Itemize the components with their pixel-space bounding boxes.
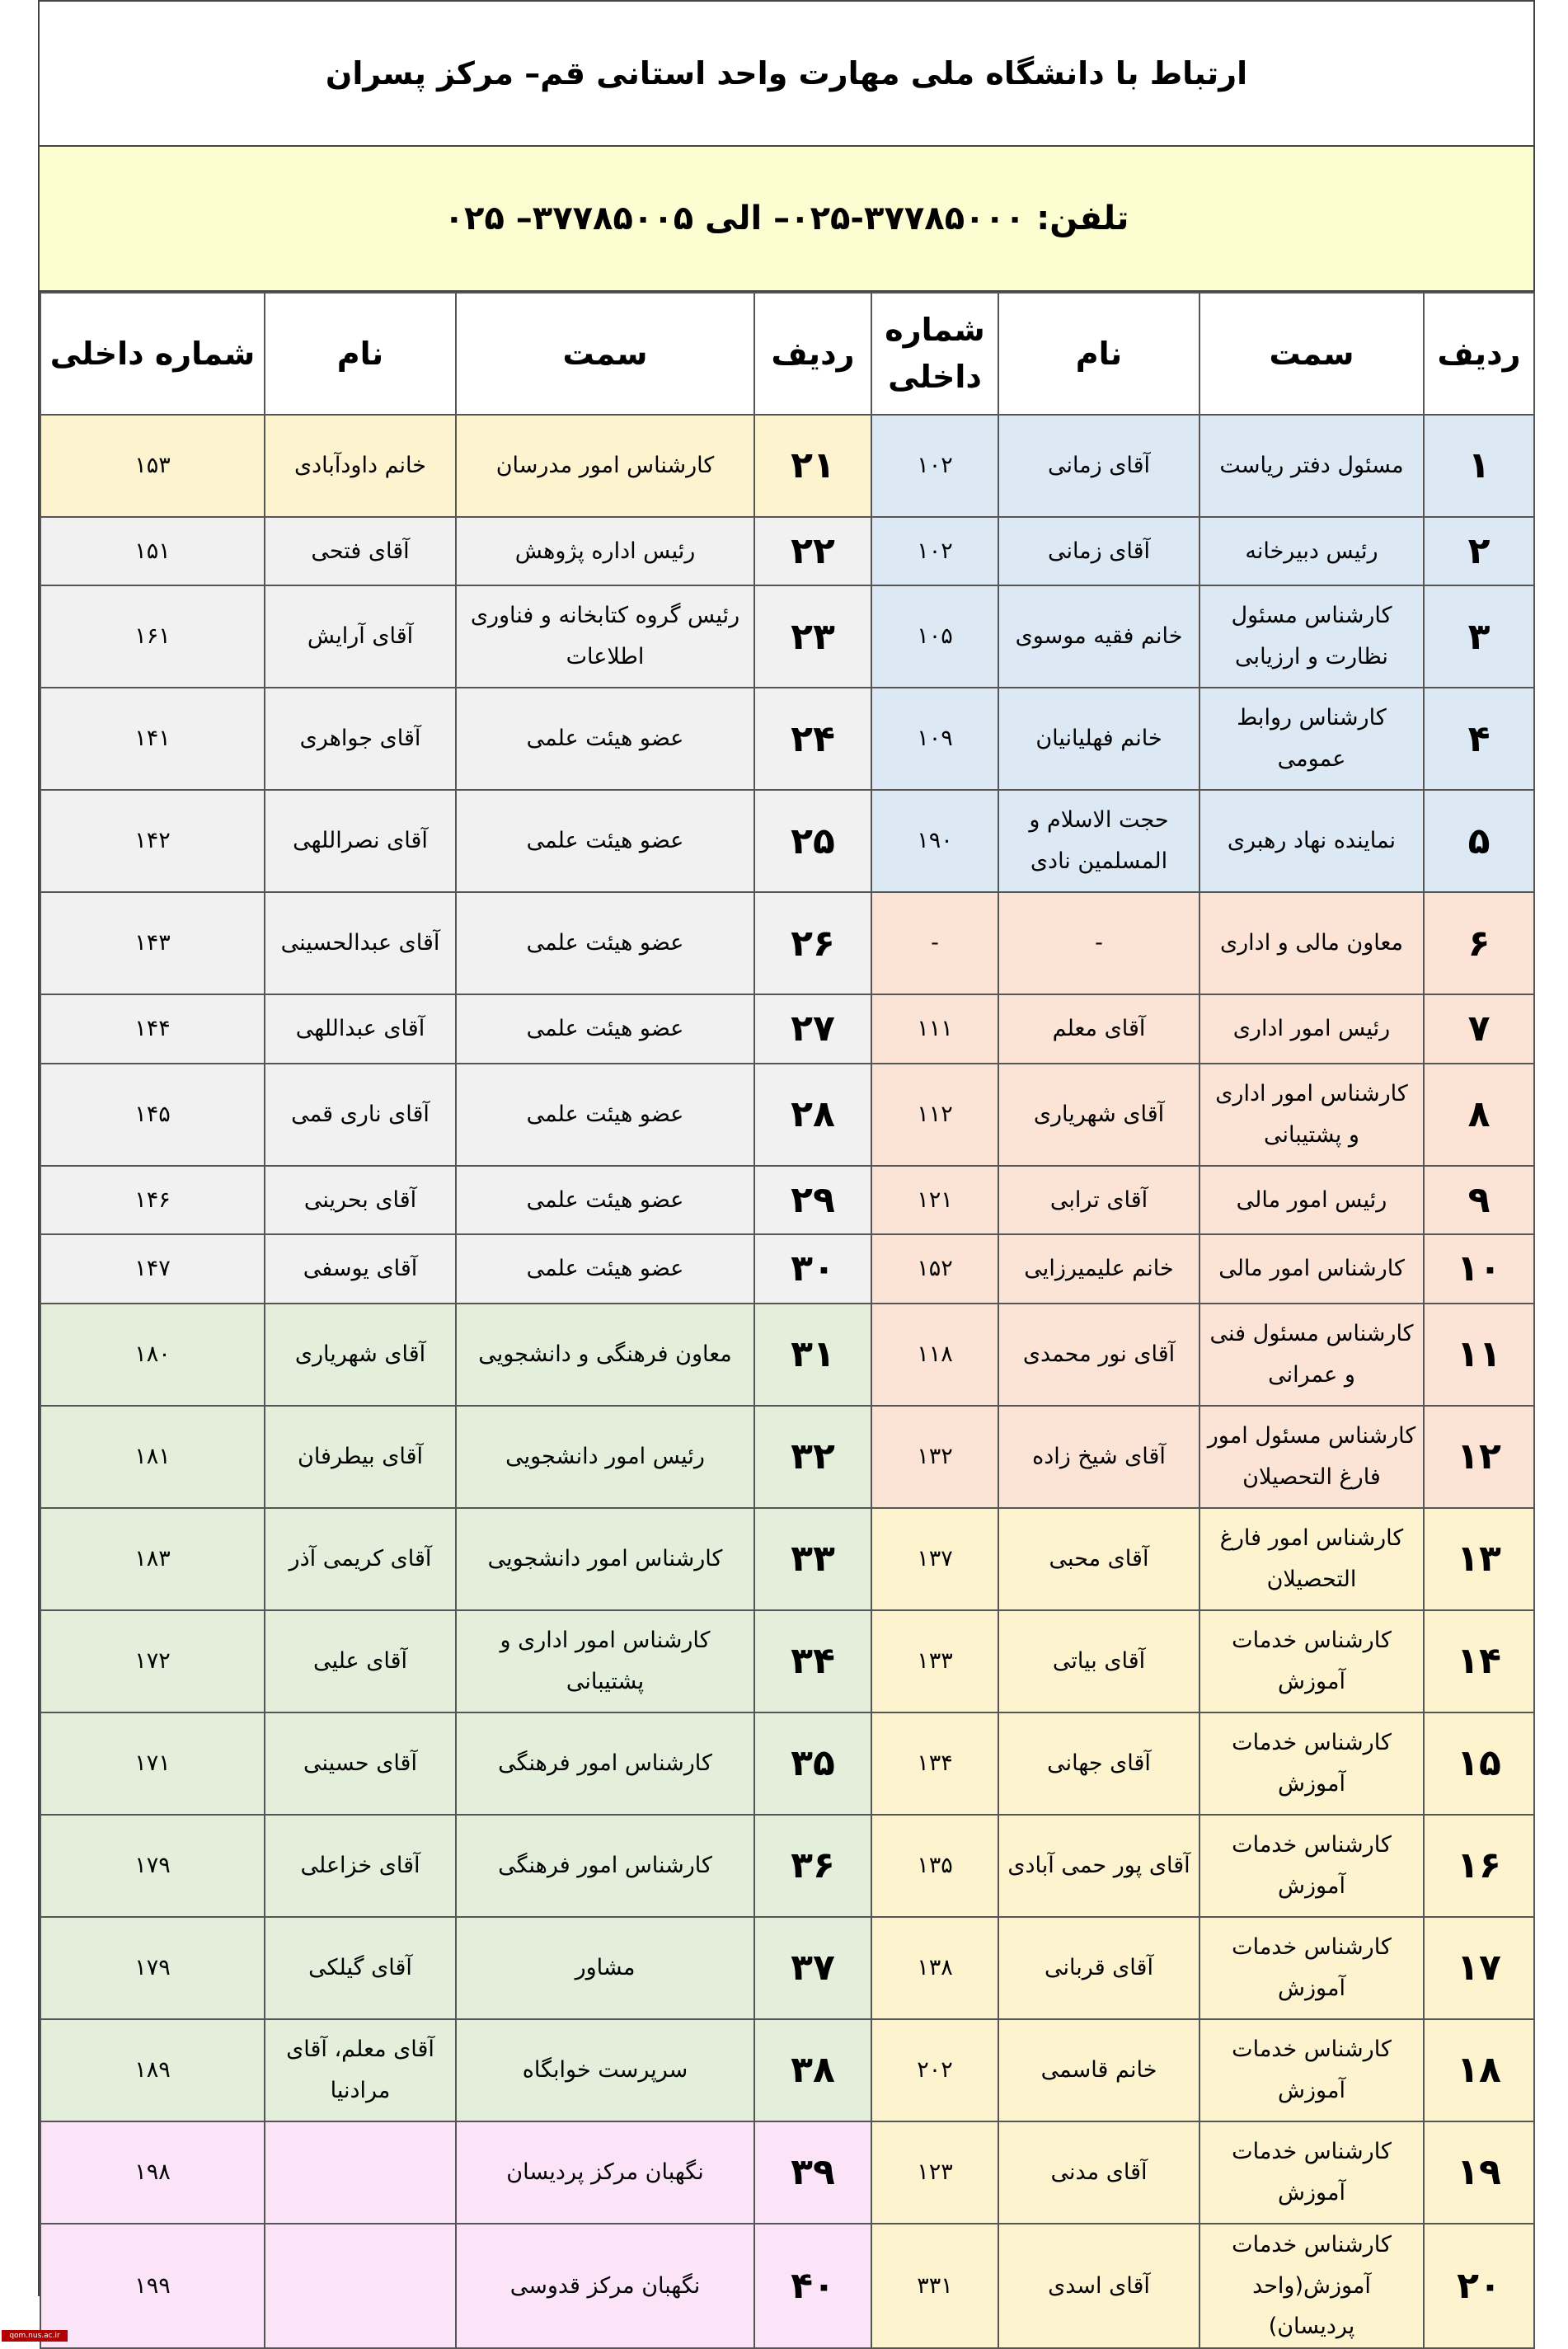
extension-cell: ۱۷۹ bbox=[40, 1917, 265, 2019]
position-cell: عضو هیئت علمی bbox=[456, 688, 754, 790]
row-number-cell: ۲۸ bbox=[754, 1064, 871, 1166]
name-cell: آقای نصراللهی bbox=[265, 790, 456, 892]
row-number-cell: ۶ bbox=[1424, 892, 1534, 994]
extension-cell: ۱۴۳ bbox=[40, 892, 265, 994]
name-cell: آقای زمانی bbox=[998, 415, 1199, 517]
row-number-cell: ۳۴ bbox=[754, 1610, 871, 1712]
table-row bbox=[40, 1234, 1534, 1303]
contact-sheet bbox=[38, 0, 1535, 2340]
table-row bbox=[40, 585, 1534, 688]
row-number-cell: ۲۹ bbox=[754, 1166, 871, 1234]
header-name: نام bbox=[998, 293, 1199, 415]
row-number-cell: ۴۰ bbox=[754, 2224, 871, 2349]
name-cell: - bbox=[998, 892, 1199, 994]
row-number-cell: ۲۷ bbox=[754, 994, 871, 1063]
name-cell: خانم فقیه موسوی bbox=[998, 585, 1199, 688]
extension-cell: ۱۱۲ bbox=[871, 1064, 998, 1166]
extension-cell: ۱۴۴ bbox=[40, 994, 265, 1063]
name-cell bbox=[265, 2121, 456, 2224]
name-cell: آقای شهریاری bbox=[998, 1064, 1199, 1166]
name-cell: آقای کریمی آذر bbox=[265, 1508, 456, 1610]
position-cell: کارشناس امور اداری و پشتیبانی bbox=[1199, 1064, 1424, 1166]
extension-cell: ۱۱۱ bbox=[871, 994, 998, 1063]
row-number-cell: ۳۸ bbox=[754, 2019, 871, 2121]
name-cell: آقای معلم bbox=[998, 994, 1199, 1063]
position-cell: سرپرست خوابگاه bbox=[456, 2019, 754, 2121]
position-cell: کارشناس مسئول امور فارغ التحصیلان bbox=[1199, 1406, 1424, 1508]
extension-cell: ۲۰۲ bbox=[871, 2019, 998, 2121]
row-number-cell: ۱۵ bbox=[1424, 1712, 1534, 1815]
extension-cell: ۱۴۷ bbox=[40, 1234, 265, 1303]
position-cell: رئیس گروه کتابخانه و فناوری اطلاعات bbox=[456, 585, 754, 688]
position-cell: نگهبان مرکز پردیسان bbox=[456, 2121, 754, 2224]
row-number-cell: ۲۴ bbox=[754, 688, 871, 790]
position-cell: نماینده نهاد رهبری bbox=[1199, 790, 1424, 892]
extension-cell: ۱۸۱ bbox=[40, 1406, 265, 1508]
position-cell: کارشناس خدمات آموزش(واحد پردیسان) bbox=[1199, 2224, 1424, 2349]
phone-numbers: تلفن: ۳۷۷۸۵۰۰۰-۰۲۵– الی ۳۷۷۸۵۰۰۵– ۰۲۵ bbox=[40, 147, 1533, 292]
position-cell: کارشناس امور فرهنگی bbox=[456, 1712, 754, 1815]
table-row bbox=[40, 2121, 1534, 2224]
extension-cell: ۱۵۳ bbox=[40, 415, 265, 517]
name-cell: آقای گیلکی bbox=[265, 1917, 456, 2019]
table-row bbox=[40, 994, 1534, 1063]
table-row bbox=[40, 1610, 1534, 1712]
table-row bbox=[40, 790, 1534, 892]
name-cell: آقای آرایش bbox=[265, 585, 456, 688]
row-number-cell: ۱۱ bbox=[1424, 1304, 1534, 1406]
extension-cell: ۱۵۱ bbox=[40, 517, 265, 585]
position-cell: رئیس امور دانشجویی bbox=[456, 1406, 754, 1508]
extension-cell: ۱۷۱ bbox=[40, 1712, 265, 1815]
header-name: نام bbox=[265, 293, 456, 415]
position-cell: کارشناس امور فارغ التحصیلان bbox=[1199, 1508, 1424, 1610]
header-extension: شماره داخلی bbox=[40, 293, 265, 415]
site-watermark: qom.nus.ac.ir bbox=[2, 2330, 68, 2342]
row-number-cell: ۱۰ bbox=[1424, 1234, 1534, 1303]
table-row bbox=[40, 1304, 1534, 1406]
name-cell bbox=[265, 2224, 456, 2349]
row-number-cell: ۸ bbox=[1424, 1064, 1534, 1166]
row-number-cell: ۴ bbox=[1424, 688, 1534, 790]
position-cell: کارشناس امور مالی bbox=[1199, 1234, 1424, 1303]
row-number-cell: ۱۲ bbox=[1424, 1406, 1534, 1508]
name-cell: آقای شهریاری bbox=[265, 1304, 456, 1406]
extension-cell: ۱۵۲ bbox=[871, 1234, 998, 1303]
name-cell: آقای خزاعلی bbox=[265, 1815, 456, 1917]
table-row bbox=[40, 1508, 1534, 1610]
row-number-cell: ۱۳ bbox=[1424, 1508, 1534, 1610]
position-cell: کارشناس خدمات آموزش bbox=[1199, 1712, 1424, 1815]
name-cell: آقای جهانی bbox=[998, 1712, 1199, 1815]
extension-cell: ۱۲۱ bbox=[871, 1166, 998, 1234]
extension-cell: ۳۳۱ bbox=[871, 2224, 998, 2349]
position-cell: رئیس امور اداری bbox=[1199, 994, 1424, 1063]
row-number-cell: ۵ bbox=[1424, 790, 1534, 892]
name-cell: خانم داودآبادی bbox=[265, 415, 456, 517]
extension-cell: ۱۴۱ bbox=[40, 688, 265, 790]
name-cell: آقای ترابی bbox=[998, 1166, 1199, 1234]
name-cell: آقای ناری قمی bbox=[265, 1064, 456, 1166]
extension-cell: ۱۳۸ bbox=[871, 1917, 998, 2019]
position-cell: کارشناس خدمات آموزش bbox=[1199, 1917, 1424, 2019]
table-row bbox=[40, 892, 1534, 994]
page-title: ارتباط با دانشگاه ملی مهارت واحد استانی قم– مرکز پسران bbox=[40, 0, 1533, 147]
row-number-cell: ۱۹ bbox=[1424, 2121, 1534, 2224]
position-cell: کارشناس امور مدرسان bbox=[456, 415, 754, 517]
extension-cell: ۱۳۲ bbox=[871, 1406, 998, 1508]
position-cell: عضو هیئت علمی bbox=[456, 994, 754, 1063]
position-cell: معاون فرهنگی و دانشجویی bbox=[456, 1304, 754, 1406]
row-number-cell: ۳۵ bbox=[754, 1712, 871, 1815]
position-cell: کارشناس خدمات آموزش bbox=[1199, 2121, 1424, 2224]
extension-cell: ۱۶۱ bbox=[40, 585, 265, 688]
row-number-cell: ۳۶ bbox=[754, 1815, 871, 1917]
row-number-cell: ۳۹ bbox=[754, 2121, 871, 2224]
position-cell: مشاور bbox=[456, 1917, 754, 2019]
name-cell: آقای بیطرفان bbox=[265, 1406, 456, 1508]
table-row bbox=[40, 1166, 1534, 1234]
row-number-cell: ۱۷ bbox=[1424, 1917, 1534, 2019]
row-number-cell: ۲۲ bbox=[754, 517, 871, 585]
row-number-cell: ۲ bbox=[1424, 517, 1534, 585]
position-cell: کارشناس روابط عمومی bbox=[1199, 688, 1424, 790]
extension-cell: ۱۷۹ bbox=[40, 1815, 265, 1917]
position-cell: کارشناس امور فرهنگی bbox=[456, 1815, 754, 1917]
extension-cell: - bbox=[871, 892, 998, 994]
position-cell: عضو هیئت علمی bbox=[456, 1064, 754, 1166]
name-cell: آقای زمانی bbox=[998, 517, 1199, 585]
name-cell: آقای معلم، آقای مرادنیا bbox=[265, 2019, 456, 2121]
extension-cell: ۱۰۹ bbox=[871, 688, 998, 790]
header-row-number: ردیف bbox=[1424, 293, 1534, 415]
row-number-cell: ۳۷ bbox=[754, 1917, 871, 2019]
row-number-cell: ۳ bbox=[1424, 585, 1534, 688]
name-cell: آقای یوسفی bbox=[265, 1234, 456, 1303]
table-row bbox=[40, 1917, 1534, 2019]
name-cell: آقای قربانی bbox=[998, 1917, 1199, 2019]
row-number-cell: ۱۴ bbox=[1424, 1610, 1534, 1712]
name-cell: آقای نور محمدی bbox=[998, 1304, 1199, 1406]
row-number-cell: ۱۶ bbox=[1424, 1815, 1534, 1917]
extension-cell: ۱۸۳ bbox=[40, 1508, 265, 1610]
extension-cell: ۱۳۳ bbox=[871, 1610, 998, 1712]
table-body bbox=[40, 415, 1534, 2348]
table-row bbox=[40, 1815, 1534, 1917]
position-cell: کارشناس امور اداری و پشتیبانی bbox=[456, 1610, 754, 1712]
table-row bbox=[40, 517, 1534, 585]
name-cell: خانم علیمیرزایی bbox=[998, 1234, 1199, 1303]
name-cell: آقای مدنی bbox=[998, 2121, 1199, 2224]
extension-cell: ۱۹۰ bbox=[871, 790, 998, 892]
name-cell: آقای محبی bbox=[998, 1508, 1199, 1610]
header-extension: شماره داخلی bbox=[871, 293, 998, 415]
row-number-cell: ۲۳ bbox=[754, 585, 871, 688]
extension-cell: ۱۴۲ bbox=[40, 790, 265, 892]
extension-cell: ۱۰۲ bbox=[871, 415, 998, 517]
row-number-cell: ۲۵ bbox=[754, 790, 871, 892]
table-row bbox=[40, 1406, 1534, 1508]
row-number-cell: ۱ bbox=[1424, 415, 1534, 517]
row-number-cell: ۳۲ bbox=[754, 1406, 871, 1508]
extension-cell: ۱۳۵ bbox=[871, 1815, 998, 1917]
extension-cell: ۱۷۲ bbox=[40, 1610, 265, 1712]
position-cell: عضو هیئت علمی bbox=[456, 790, 754, 892]
position-cell: کارشناس خدمات آموزش bbox=[1199, 2019, 1424, 2121]
row-number-cell: ۳۱ bbox=[754, 1304, 871, 1406]
header-row-number: ردیف bbox=[754, 293, 871, 415]
extension-cell: ۱۸۹ bbox=[40, 2019, 265, 2121]
row-number-cell: ۲۰ bbox=[1424, 2224, 1534, 2349]
position-cell: رئیس اداره پژوهش bbox=[456, 517, 754, 585]
name-cell: آقای شیخ زاده bbox=[998, 1406, 1199, 1508]
name-cell: آقای پور حمی آبادی bbox=[998, 1815, 1199, 1917]
row-number-cell: ۷ bbox=[1424, 994, 1534, 1063]
row-number-cell: ۱۸ bbox=[1424, 2019, 1534, 2121]
row-number-cell: ۲۱ bbox=[754, 415, 871, 517]
position-cell: کارشناس خدمات آموزش bbox=[1199, 1610, 1424, 1712]
extension-cell: ۱۱۸ bbox=[871, 1304, 998, 1406]
extension-cell: ۱۴۵ bbox=[40, 1064, 265, 1166]
position-cell: عضو هیئت علمی bbox=[456, 892, 754, 994]
position-cell: رئیس دبیرخانه bbox=[1199, 517, 1424, 585]
extension-cell: ۱۸۰ bbox=[40, 1304, 265, 1406]
name-cell: آقای بیاتی bbox=[998, 1610, 1199, 1712]
name-cell: آقای بحرینی bbox=[265, 1166, 456, 1234]
name-cell: حجت الاسلام و المسلمین نادی bbox=[998, 790, 1199, 892]
position-cell: نگهبان مرکز قدوسی bbox=[456, 2224, 754, 2349]
extension-cell: ۱۳۷ bbox=[871, 1508, 998, 1610]
row-number-cell: ۳۳ bbox=[754, 1508, 871, 1610]
table-row bbox=[40, 688, 1534, 790]
name-cell: آقای فتحی bbox=[265, 517, 456, 585]
position-cell: رئیس امور مالی bbox=[1199, 1166, 1424, 1234]
table-header-row bbox=[40, 293, 1534, 415]
name-cell: خانم فهلیانیان bbox=[998, 688, 1199, 790]
extension-cell: ۱۳۴ bbox=[871, 1712, 998, 1815]
name-cell: آقای عبدالحسینی bbox=[265, 892, 456, 994]
extension-cell: ۱۴۶ bbox=[40, 1166, 265, 1234]
position-cell: عضو هیئت علمی bbox=[456, 1166, 754, 1234]
extension-cell: ۱۹۹ bbox=[40, 2224, 265, 2349]
table-row bbox=[40, 2224, 1534, 2349]
table-row bbox=[40, 1064, 1534, 1166]
table-row bbox=[40, 2019, 1534, 2121]
header-position: سمت bbox=[456, 293, 754, 415]
extension-cell: ۱۰۲ bbox=[871, 517, 998, 585]
position-cell: کارشناس امور دانشجویی bbox=[456, 1508, 754, 1610]
position-cell: مسئول دفتر ریاست bbox=[1199, 415, 1424, 517]
extension-cell: ۱۲۳ bbox=[871, 2121, 998, 2224]
extension-table bbox=[40, 292, 1535, 2349]
position-cell: کارشناس مسئول فنی و عمرانی bbox=[1199, 1304, 1424, 1406]
position-cell: عضو هیئت علمی bbox=[456, 1234, 754, 1303]
row-number-cell: ۳۰ bbox=[754, 1234, 871, 1303]
header-position: سمت bbox=[1199, 293, 1424, 415]
extension-cell: ۱۹۸ bbox=[40, 2121, 265, 2224]
name-cell: آقای علیی bbox=[265, 1610, 456, 1712]
name-cell: آقای اسدی bbox=[998, 2224, 1199, 2349]
position-cell: معاون مالی و اداری bbox=[1199, 892, 1424, 994]
row-number-cell: ۹ bbox=[1424, 1166, 1534, 1234]
name-cell: آقای عبداللهی bbox=[265, 994, 456, 1063]
name-cell: آقای حسینی bbox=[265, 1712, 456, 1815]
table-row bbox=[40, 1712, 1534, 1815]
name-cell: آقای جواهری bbox=[265, 688, 456, 790]
table-row bbox=[40, 415, 1534, 517]
extension-cell: ۱۰۵ bbox=[871, 585, 998, 688]
position-cell: کارشناس مسئول نظارت و ارزیابی bbox=[1199, 585, 1424, 688]
position-cell: کارشناس خدمات آموزش bbox=[1199, 1815, 1424, 1917]
name-cell: خانم قاسمی bbox=[998, 2019, 1199, 2121]
row-number-cell: ۲۶ bbox=[754, 892, 871, 994]
